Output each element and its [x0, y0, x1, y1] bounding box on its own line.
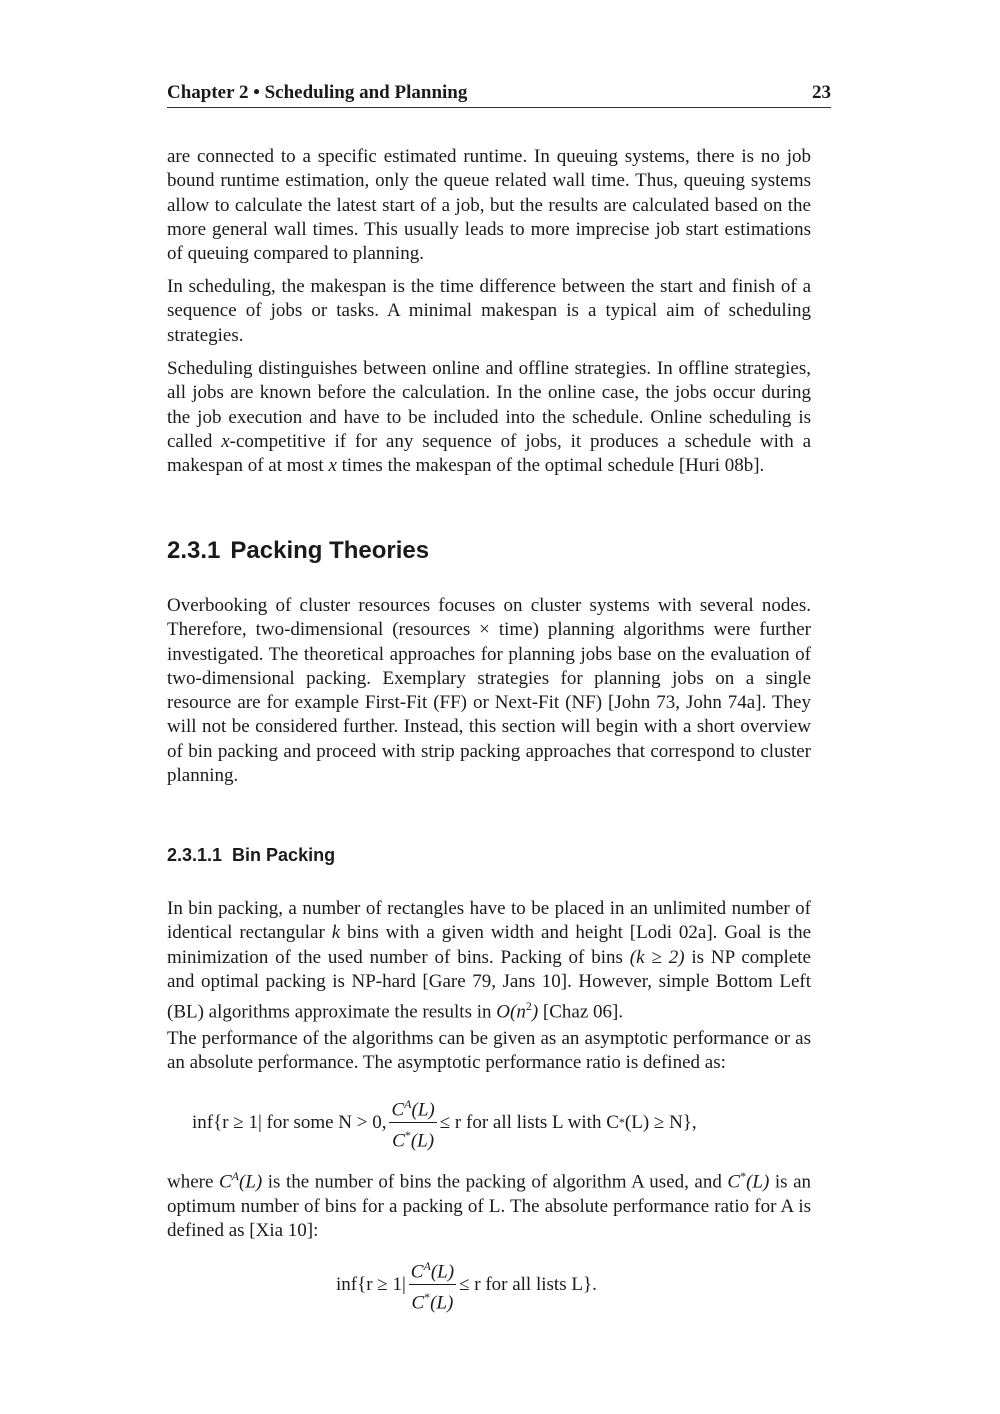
fraction: $\frac{C^A(L)}{C^*(L)}$	[389, 1092, 436, 1154]
section-title: Packing Theories	[230, 537, 430, 564]
subsection-number: 2.3.1.1	[167, 845, 223, 865]
chapter-title: Chapter 2 • Scheduling and Planning	[167, 82, 468, 103]
paragraph-makespan: In scheduling, the makespan is the time difference between the start and finish of a sequence of jobs or tasks. A minimal makespan is a typical aim of scheduling strategies.	[167, 276, 811, 346]
equation-asymptotic-ratio: inf{r ≥ 1| for some N > 0, $\frac{C^A(L)}{C^*(L)}$ ≤ r for all lists L with C * (L) ≥ N},	[192, 1092, 697, 1154]
subsection-title: Bin Packing	[232, 845, 336, 865]
section-number: 2.3.1	[167, 537, 221, 564]
paragraph-overbooking: Overbooking of cluster resources focuses on cluster systems with several nodes. Therefore, two-dimensional (resources × time) planning algorithms were further investigated. The theoretical approaches for planning jobs base on the evaluation of two-dimensional packing. Exemplary strategies for planning jobs on a single resource are for example First-Fit (FF) or Next-Fit (NF) [John 73, John 74a]. They will not be considered further. Instead, this section will begin with a short overview of bin packing and proceed with strip packing approaches that correspond to cluster planning.	[167, 595, 811, 787]
fraction: $\frac{C^A(L)}{C^*(L)}$	[409, 1254, 456, 1316]
section-heading	[167, 537, 429, 565]
paragraph-performance: The performance of the algorithms can be given as an asymptotic performance or as an absolute performance. The asymptotic performance ratio is defined as:	[167, 1028, 811, 1074]
paragraph-online-offline: Scheduling distinguishes between online and offline strategies. In offline strategies, all jobs are known before the calculation. In the online case, the jobs occur during the job execution and have to be included into the schedule. Online scheduling is called x-competitive if for any sequence of jobs, it produces a schedule with a makespan of at most x times the makespan of the optimal schedule [Huri 08b].	[167, 358, 812, 477]
paragraph-where: where $C^A(L)$ is the number of bins the packing of algorithm A used, and C*(L) is an optimum number of bins for a packing of L. The absolute performance ratio for A is defined as [Xia 10]:	[167, 1169, 812, 1241]
equation-absolute-ratio: inf{r ≥ 1| $\frac{C^A(L)}{C^*(L)}$ ≤ r for all lists L}.	[336, 1254, 597, 1316]
page-number: 23	[812, 82, 831, 103]
page-header	[167, 80, 831, 108]
paragraph-queuing: are connected to a specific estimated runtime. In queuing systems, there is no job bound runtime estimation, only the queue related wall time. Thus, queuing systems allow to calculate the latest start of a job, but the results are calculated based on the more general wall times. This usually leads to more imprecise job start estimations of queuing compared to planning.	[167, 146, 811, 265]
subsection-heading	[167, 845, 335, 866]
paragraph-bin-packing: In bin packing, a number of rectangles have to be placed in an unlimited number of identical rectangular k bins with a given width and height [Lodi 02a]. Goal is the minimization of the used number of bins. Packing of bins (k ≥ 2) is NP complete and optimal packing is NP-hard [Gare 79, Jans 10]. However, simple Bottom Left (BL) algorithms approximate the results in $O(n^2)$ [Chaz 06].	[167, 898, 812, 1023]
